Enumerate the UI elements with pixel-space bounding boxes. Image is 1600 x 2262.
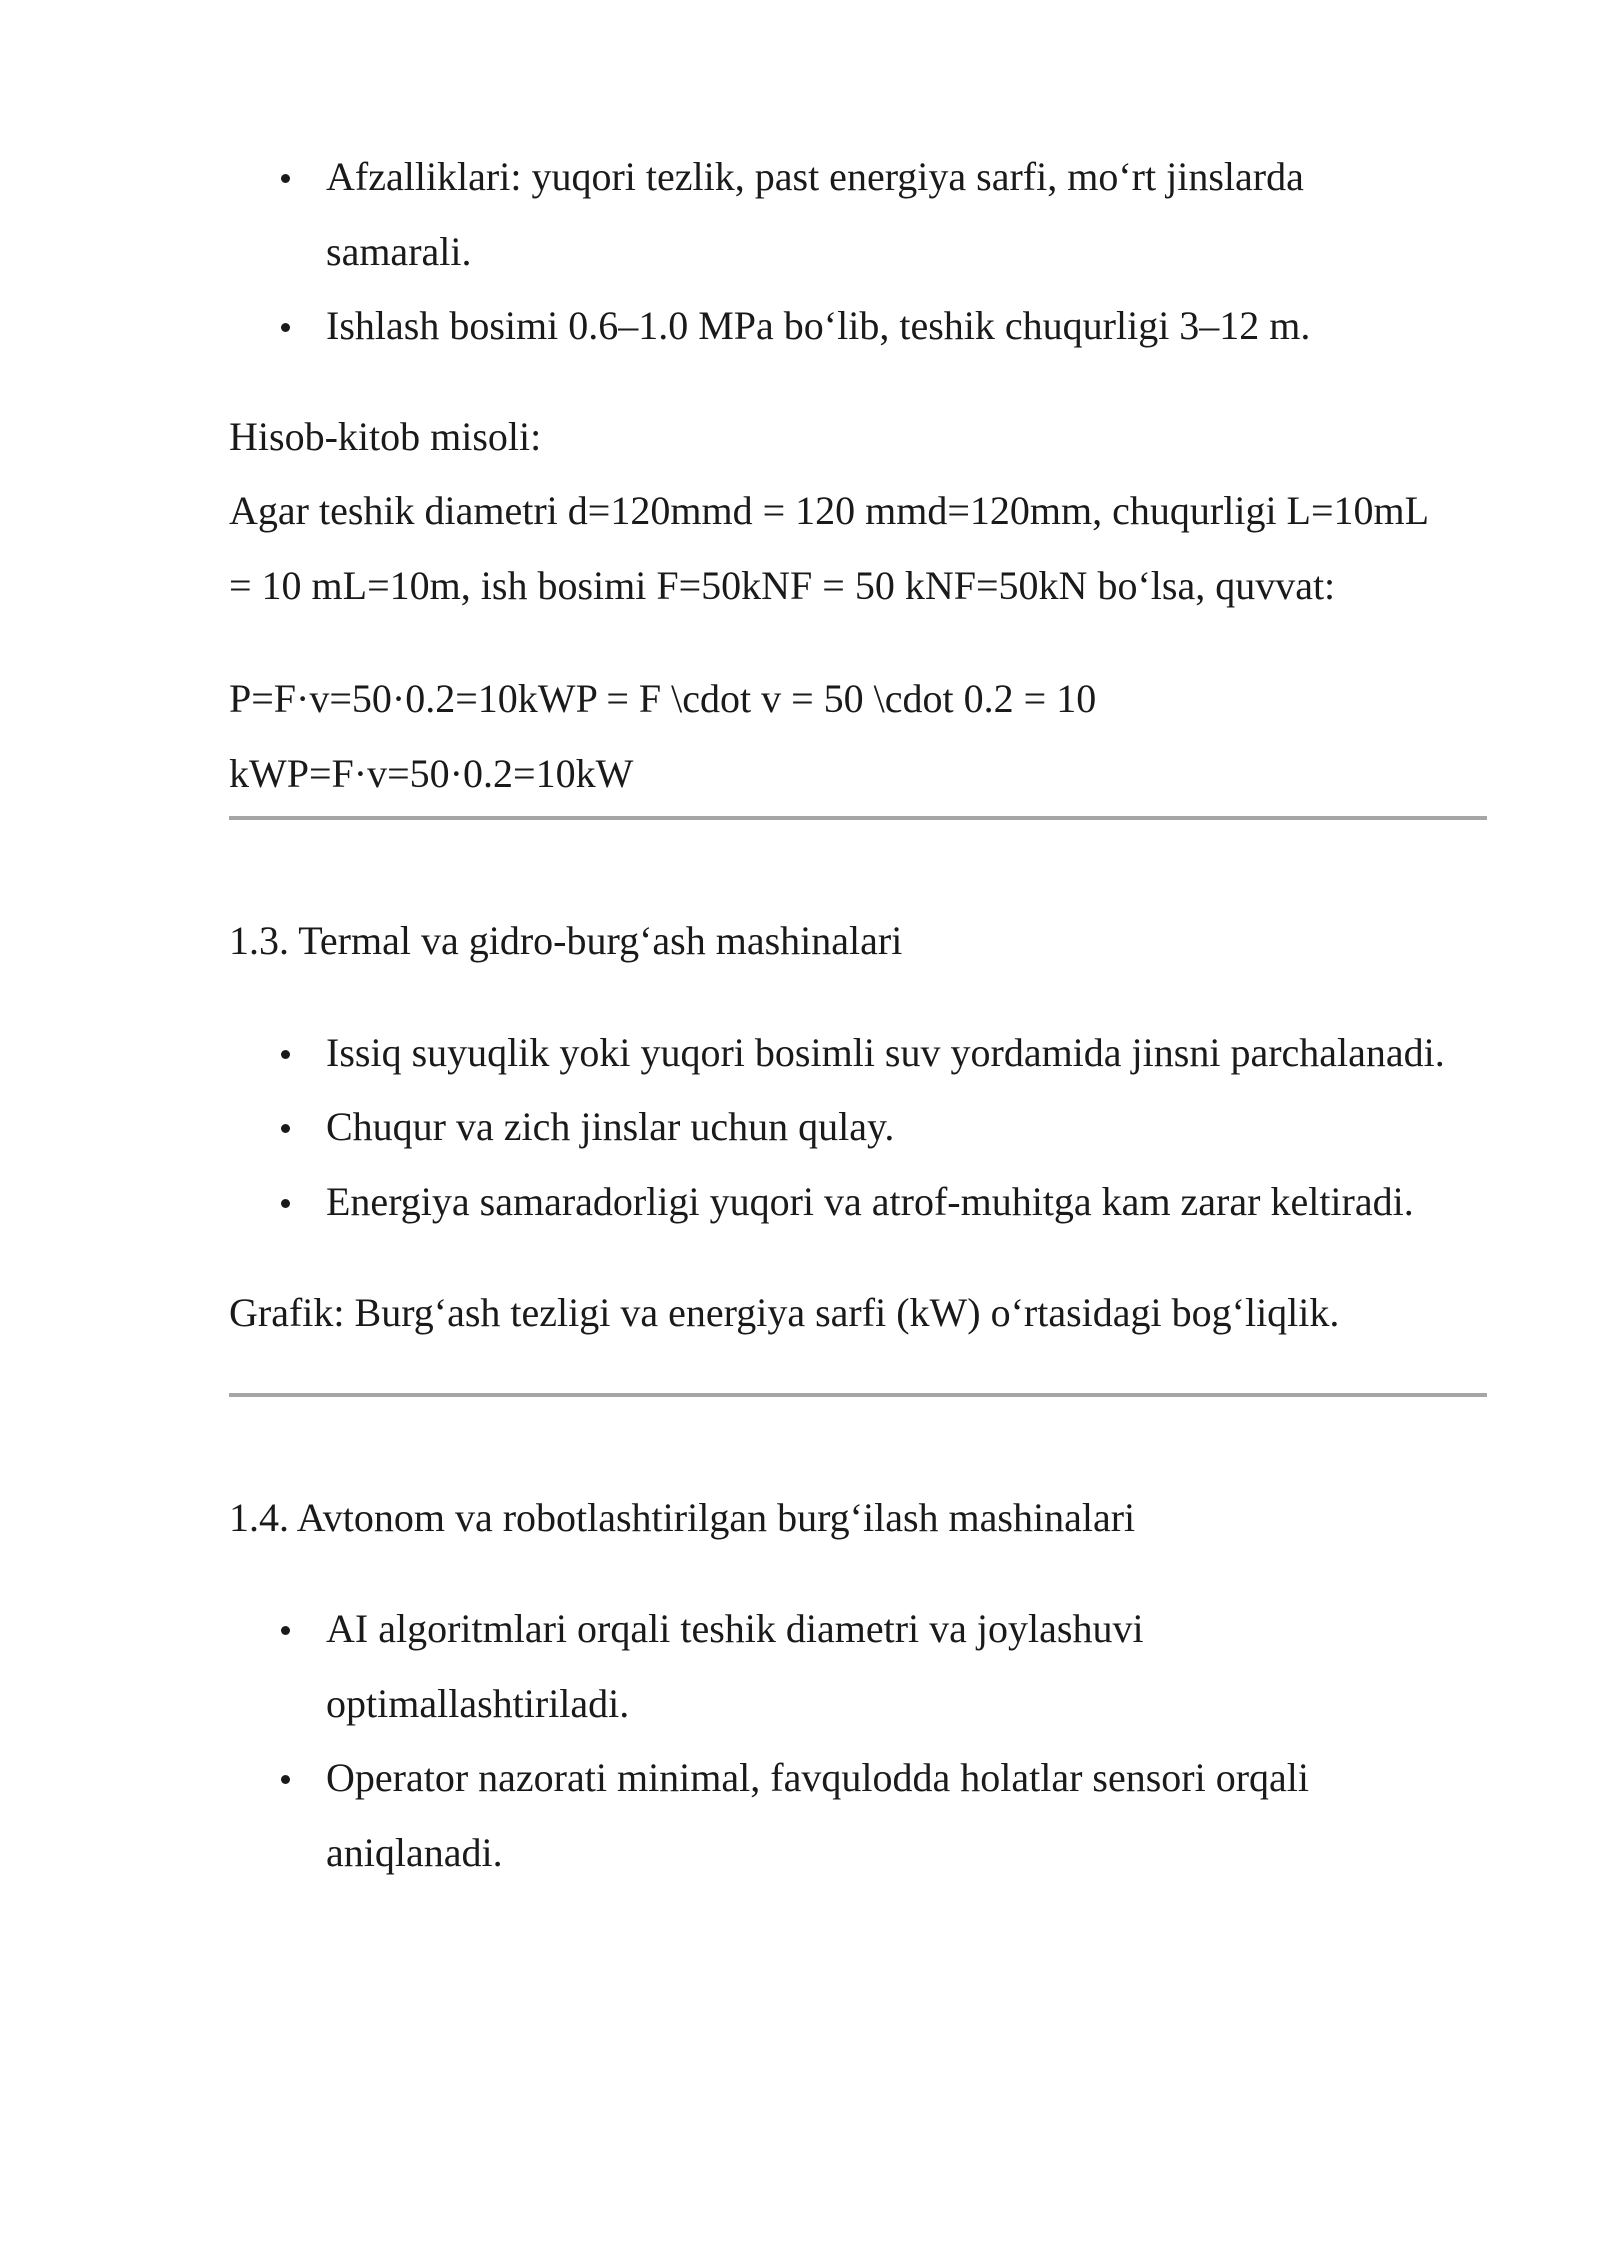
list-item: Operator nazorati minimal, favqulodda holatlar sensori orqali aniqlanadi.: [229, 1741, 1487, 1890]
bullet-icon: [281, 1775, 290, 1784]
list-item: Chuqur va zich jinslar uchun qulay.: [229, 1090, 1487, 1165]
example-text: Agar teshik diametri d=120mmd = 120 mmd=120mm, chuqurligi L=10mL = 10 mL=10m, ish bosimi F=50kNF = 50 kNF=50kN bo‘lsa, quvvat:: [229, 488, 1428, 608]
bullet-icon: [281, 174, 290, 183]
bullet-icon: [281, 1050, 290, 1059]
section-divider: [229, 1393, 1487, 1397]
advantages-list: [229, 140, 1487, 364]
section-heading-1-4: 1.4. Avtonom va robotlashtirilgan burg‘ilash mashinalari: [229, 1494, 1136, 1540]
list-item: Issiq suyuqlik yoki yuqori bosimli suv yordamida jinsni parchalanadi.: [229, 1016, 1487, 1091]
section-1-3-list: [229, 1016, 1487, 1240]
graph-note: Grafik: Burg‘ash tezligi va energiya sarfi (kW) o‘rtasidagi bog‘liqlik.: [229, 1290, 1340, 1335]
formula: P=F·v=50·0.2=10kWP = F \cdot v = 50 \cdot 0.2 = 10 kWP=F·v=50·0.2=10kW: [229, 676, 1097, 796]
section-heading-1-3: 1.3. Termal va gidro-burg‘ash mashinalari: [229, 918, 903, 963]
section-1-4-list: [229, 1592, 1487, 1890]
bullet-icon: [281, 1199, 290, 1208]
list-item: Energiya samaradorligi yuqori va atrof-muhitga kam zarar keltiradi.: [229, 1165, 1487, 1240]
list-item: AI algoritmlari orqali teshik diametri va joylashuvi optimallashtiriladi.: [229, 1592, 1487, 1741]
bullet-icon: [281, 1124, 290, 1133]
list-item: Ishlash bosimi 0.6–1.0 MPa bo‘lib, teshik chuqurligi 3–12 m.: [229, 289, 1487, 364]
section-divider: [229, 816, 1487, 820]
document-page: [229, 140, 1487, 1890]
example-heading: Hisob-kitob misoli:: [229, 413, 542, 459]
list-item: Afzalliklari: yuqori tezlik, past energiya sarfi, mo‘rt jinslarda samarali.: [229, 140, 1487, 289]
bullet-icon: [281, 1626, 290, 1635]
bullet-icon: [281, 323, 290, 332]
